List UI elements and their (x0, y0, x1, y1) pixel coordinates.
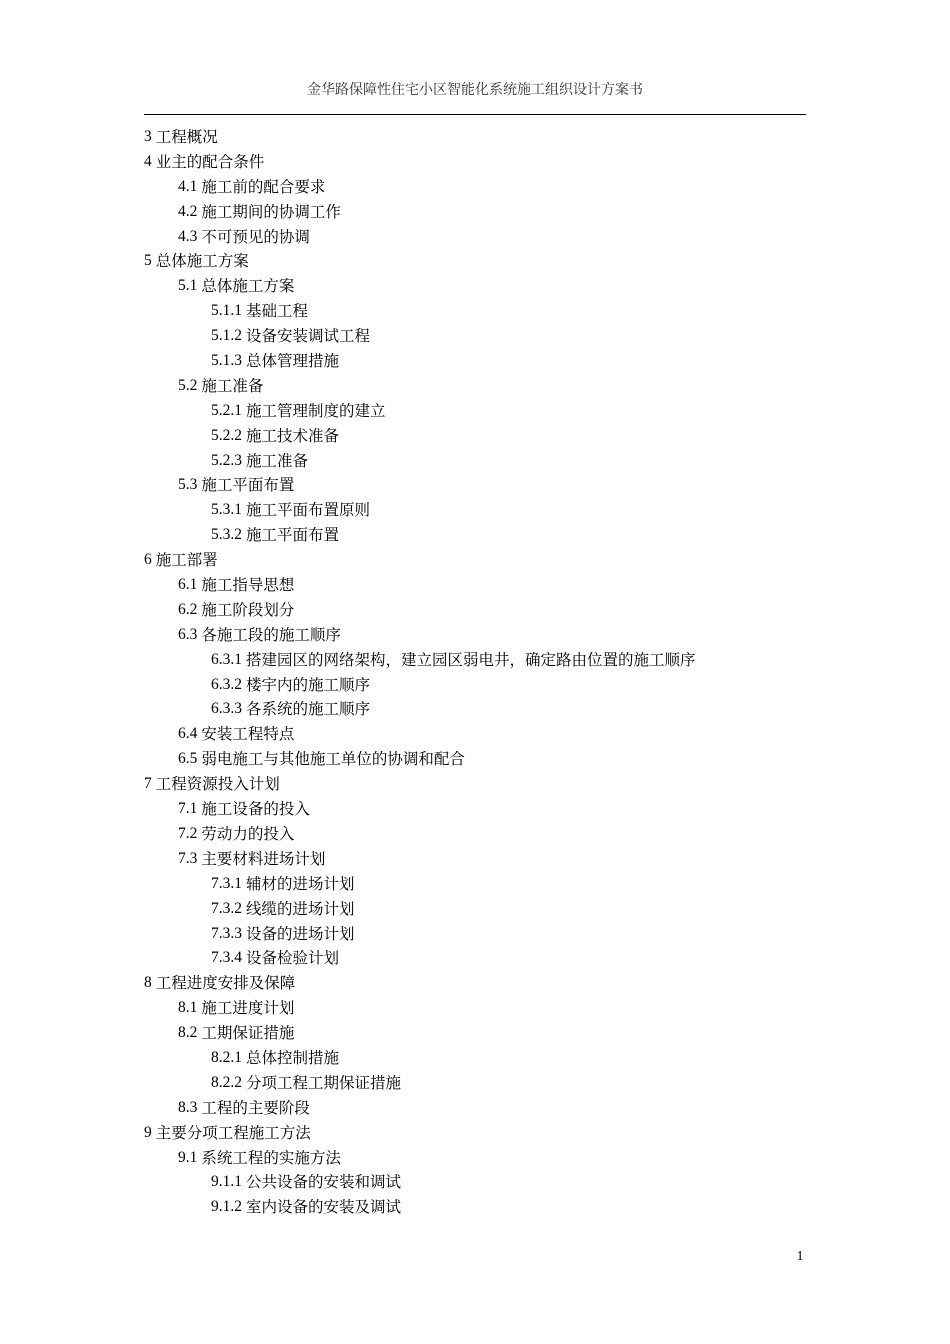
toc-entry-5-1-1[interactable] (0, 299, 950, 324)
toc-entry-title: 安装工程特点 (201, 725, 295, 744)
toc-entry-6-3[interactable] (0, 623, 950, 648)
toc-entry-5-2-2[interactable] (0, 424, 950, 449)
toc-entry-number: 5.1.1 (211, 302, 242, 320)
toc-entry-title: 施工期间的协调工作 (201, 202, 341, 221)
toc-entry-number: 8.2.2 (211, 1073, 242, 1091)
toc-entry-number: 7.3 (178, 849, 198, 867)
toc-entry-title: 各系统的施工顺序 (246, 700, 371, 719)
toc-entry-title: 施工平面布置 (246, 526, 340, 545)
toc-entry-title: 施工前的配合要求 (201, 177, 326, 196)
toc-entry-4[interactable] (0, 150, 950, 175)
toc-entry-title: 室内设备的安装及调试 (246, 1198, 402, 1217)
toc-entry-title: 工程概况 (155, 128, 218, 146)
toc-entry-number: 5.1 (178, 277, 198, 295)
toc-entry-title: 分项工程工期保证措施 (246, 1073, 402, 1092)
toc-entry-8[interactable] (0, 971, 950, 996)
toc-entry-5-1[interactable] (0, 274, 950, 299)
toc-entry-number: 7.3.1 (211, 874, 242, 892)
toc-entry-4-1[interactable] (0, 175, 950, 200)
toc-entry-title: 弱电施工与其他施工单位的协调和配合 (201, 750, 465, 769)
toc-entry-5-3-1[interactable] (0, 498, 950, 523)
toc-entry-title: 辅材的进场计划 (246, 874, 355, 893)
toc-entry-6-3-3[interactable] (0, 697, 950, 722)
toc-entry-9-1-1[interactable] (0, 1170, 950, 1195)
toc-entry-number: 4.3 (178, 227, 198, 245)
toc-entry-title: 施工阶段划分 (201, 600, 295, 619)
toc-entry-title: 工程的主要阶段 (201, 1098, 310, 1117)
toc-entry-7-3-4[interactable] (0, 946, 950, 971)
toc-entry-number: 8.2 (178, 1024, 198, 1042)
toc-entry-title: 施工部署 (155, 551, 218, 570)
toc-entry-7-3-1[interactable] (0, 872, 950, 897)
toc-entry-number: 5.3 (178, 476, 198, 494)
toc-entry-number: 6.4 (178, 725, 198, 743)
toc-entry-8-2-1[interactable] (0, 1046, 950, 1071)
toc-entry-number: 5.2 (178, 376, 198, 394)
header-divider (144, 114, 806, 115)
toc-entry-number: 7 (144, 775, 152, 793)
toc-entry-title: 施工平面布置 (201, 476, 295, 495)
toc-entry-title: 主要材料进场计划 (201, 849, 326, 868)
toc-entry-title: 基础工程 (246, 302, 309, 321)
toc-entry-number: 6.3.1 (211, 650, 242, 668)
toc-entry-9[interactable] (0, 1121, 950, 1146)
toc-entry-3[interactable] (0, 125, 950, 150)
toc-entry-title: 工程资源投入计划 (155, 775, 280, 794)
toc-entry-7-3-2[interactable] (0, 897, 950, 922)
toc-entry-title: 楼宇内的施工顺序 (246, 675, 371, 694)
toc-entry-title: 总体施工方案 (155, 252, 249, 271)
toc-entry-number: 6.3.2 (211, 675, 242, 693)
toc-entry-title: 施工技术准备 (246, 426, 340, 445)
toc-entry-title: 不可预见的协调 (201, 227, 310, 246)
toc-entry-6-5[interactable] (0, 747, 950, 772)
toc-entry-number: 5.1.3 (211, 352, 242, 370)
toc-entry-title: 各施工段的施工顺序 (201, 625, 341, 644)
page-header: 金华路保障性住宅小区智能化系统施工组织设计方案书 (307, 82, 643, 98)
toc-entry-number: 6.3 (178, 625, 198, 643)
toc-entry-number: 5.2.1 (211, 401, 242, 419)
toc-entry-number: 4.2 (178, 202, 198, 220)
toc-entry-number: 7.3.2 (211, 899, 242, 917)
toc-entry-number: 8.3 (178, 1098, 198, 1116)
toc-entry-5-2[interactable] (0, 374, 950, 399)
toc-entry-number: 6.2 (178, 600, 198, 618)
toc-entry-title: 施工准备 (201, 376, 264, 395)
toc-entry-title: 业主的配合条件 (155, 152, 265, 171)
page-number: 1 (796, 1249, 804, 1264)
toc-entry-number: 5.2.3 (211, 451, 242, 469)
toc-entry-7-1[interactable] (0, 797, 950, 822)
toc-entry-number: 5.1.2 (211, 327, 242, 345)
toc-entry-number: 9 (144, 1123, 152, 1141)
toc-entry-5-3[interactable] (0, 473, 950, 498)
toc-entry-title: 工程进度安排及保障 (155, 974, 296, 993)
toc-entry-title: 施工平面布置原则 (246, 501, 371, 520)
toc-entry-8-1[interactable] (0, 996, 950, 1021)
toc-entry-5-1-3[interactable] (0, 349, 950, 374)
toc-entry-8-2[interactable] (0, 1021, 950, 1046)
toc-entry-5-2-1[interactable] (0, 399, 950, 424)
toc-entry-number: 5.3.2 (211, 526, 242, 544)
toc-entry-title: 劳动力的投入 (201, 824, 295, 843)
toc-entry-7-3-3[interactable] (0, 922, 950, 947)
toc-entry-title: 公共设备的安装和调试 (246, 1173, 402, 1192)
toc-entry-title: 施工进度计划 (201, 999, 295, 1018)
toc-entry-number: 9.1 (178, 1148, 198, 1166)
toc-entry-title: 主要分项工程施工方法 (155, 1123, 311, 1142)
toc-entry-title: 线缆的进场计划 (246, 899, 355, 918)
toc-entry-number: 3 (144, 128, 152, 145)
toc-entry-title: 搭建园区的网络架构，建立园区弱电井，确定路由位置的施工顺序 (246, 650, 696, 669)
toc-entry-title: 总体管理措施 (246, 352, 340, 371)
toc-entry-number: 6.3.3 (211, 700, 242, 718)
toc-entry-6[interactable] (0, 548, 950, 573)
toc-entry-number: 6 (144, 551, 152, 569)
table-of-contents (0, 125, 950, 1220)
toc-entry-number: 6.1 (178, 576, 198, 594)
toc-entry-number: 6.5 (178, 750, 198, 768)
toc-entry-9-1[interactable] (0, 1146, 950, 1171)
toc-entry-6-3-1[interactable] (0, 648, 950, 673)
toc-entry-6-2[interactable] (0, 598, 950, 623)
toc-entry-title: 设备的进场计划 (246, 924, 355, 943)
toc-entry-number: 7.2 (178, 824, 198, 842)
toc-entry-4-3[interactable] (0, 225, 950, 250)
toc-entry-number: 5 (144, 252, 152, 270)
toc-entry-5-3-2[interactable] (0, 523, 950, 548)
toc-entry-number: 4 (144, 152, 152, 170)
toc-entry-number: 4.1 (178, 177, 198, 195)
toc-entry-7[interactable] (0, 772, 950, 797)
toc-entry-7-2[interactable] (0, 822, 950, 847)
toc-entry-title: 设备安装调试工程 (246, 327, 371, 346)
toc-entry-title: 总体施工方案 (201, 277, 295, 296)
toc-entry-number: 8.2.1 (211, 1048, 242, 1066)
toc-entry-number: 7.1 (178, 800, 198, 818)
toc-entry-title: 施工准备 (246, 451, 309, 470)
toc-entry-title: 工期保证措施 (201, 1024, 295, 1043)
toc-entry-6-3-2[interactable] (0, 673, 950, 698)
toc-entry-7-3[interactable] (0, 847, 950, 872)
toc-entry-title: 施工指导思想 (201, 576, 295, 595)
toc-entry-title: 系统工程的实施方法 (201, 1148, 341, 1167)
toc-entry-8-2-2[interactable] (0, 1071, 950, 1096)
toc-entry-9-1-2[interactable] (0, 1195, 950, 1220)
toc-entry-title: 施工设备的投入 (201, 800, 310, 819)
toc-entry-5-1-2[interactable] (0, 324, 950, 349)
toc-entry-6-1[interactable] (0, 573, 950, 598)
toc-entry-number: 9.1.1 (211, 1173, 242, 1191)
toc-entry-6-4[interactable] (0, 722, 950, 747)
toc-entry-number: 8 (144, 974, 152, 992)
toc-entry-number: 7.3.4 (211, 949, 242, 967)
toc-entry-number: 5.2.2 (211, 426, 242, 444)
toc-entry-4-2[interactable] (0, 200, 950, 225)
toc-entry-title: 施工管理制度的建立 (246, 401, 386, 420)
toc-entry-8-3[interactable] (0, 1096, 950, 1121)
toc-entry-5[interactable] (0, 249, 950, 274)
toc-entry-number: 9.1.2 (211, 1198, 242, 1216)
toc-entry-number: 8.1 (178, 999, 198, 1017)
toc-entry-5-2-3[interactable] (0, 449, 950, 474)
toc-entry-number: 5.3.1 (211, 501, 242, 519)
toc-entry-title: 设备检验计划 (246, 949, 340, 968)
toc-entry-title: 总体控制措施 (246, 1048, 340, 1067)
toc-entry-number: 7.3.3 (211, 924, 242, 942)
